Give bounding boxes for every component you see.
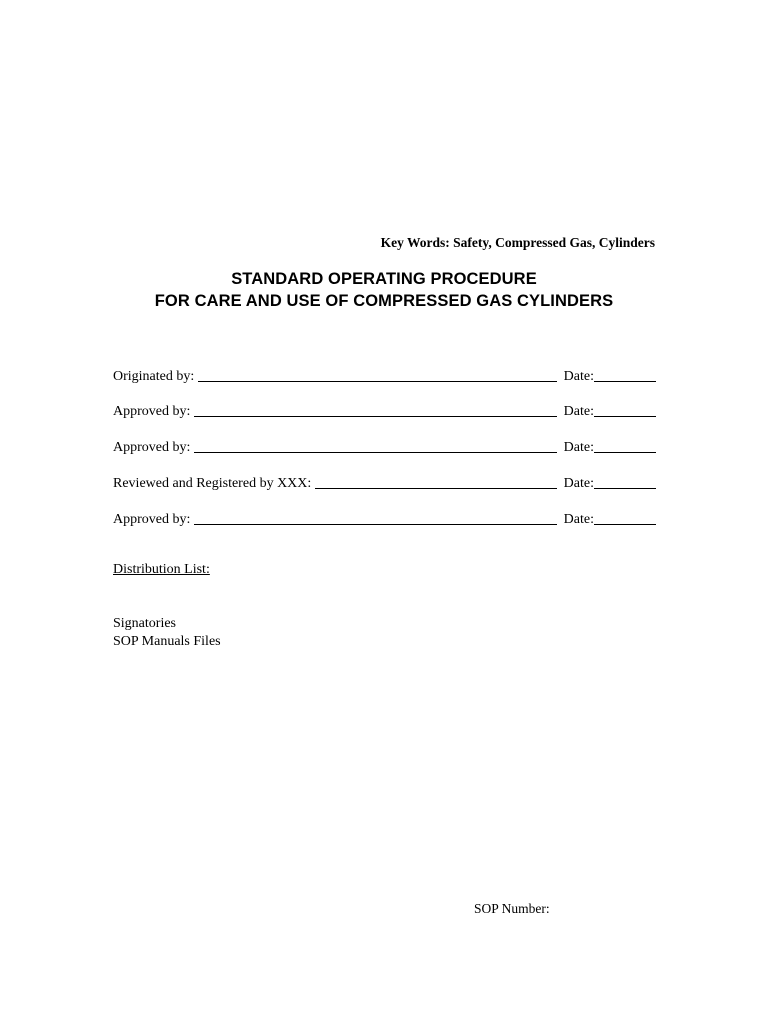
document-title-line-1: STANDARD OPERATING PROCEDURE xyxy=(231,270,537,288)
list-item: SOP Manuals Files xyxy=(113,634,221,649)
signature-line xyxy=(194,451,556,453)
signature-line xyxy=(315,487,556,489)
signature-line xyxy=(194,523,556,525)
date-label: Date: xyxy=(563,476,594,491)
approved-by-row-2 xyxy=(113,436,656,456)
date-line xyxy=(594,487,656,489)
approved-by-row-1 xyxy=(113,400,656,420)
signature-label: Approved by: xyxy=(113,404,191,419)
list-item: Signatories xyxy=(113,616,176,631)
document-title-line-2: FOR CARE AND USE OF COMPRESSED GAS CYLINDERS xyxy=(154,292,614,310)
date-line xyxy=(594,523,656,525)
signature-label: Originated by: xyxy=(113,369,195,384)
sop-number-label: SOP Number: xyxy=(474,901,550,916)
reviewed-registered-row xyxy=(113,472,656,492)
signature-line xyxy=(198,380,556,382)
date-line xyxy=(594,415,656,417)
keywords-line: Key Words: Safety, Compressed Gas, Cylinders xyxy=(380,235,655,250)
distribution-list-heading: Distribution List: xyxy=(113,562,210,577)
date-label: Date: xyxy=(563,369,594,384)
date-label: Date: xyxy=(563,512,594,527)
signature-label: Approved by: xyxy=(113,512,191,527)
signature-label: Reviewed and Registered by XXX: xyxy=(113,476,312,491)
signature-line xyxy=(194,415,556,417)
date-label: Date: xyxy=(563,404,594,419)
date-line xyxy=(594,451,656,453)
originated-by-row xyxy=(113,365,656,385)
date-line xyxy=(594,380,656,382)
distribution-list xyxy=(113,615,221,651)
date-label: Date: xyxy=(563,440,594,455)
signature-label: Approved by: xyxy=(113,440,191,455)
approved-by-row-3 xyxy=(113,508,656,528)
